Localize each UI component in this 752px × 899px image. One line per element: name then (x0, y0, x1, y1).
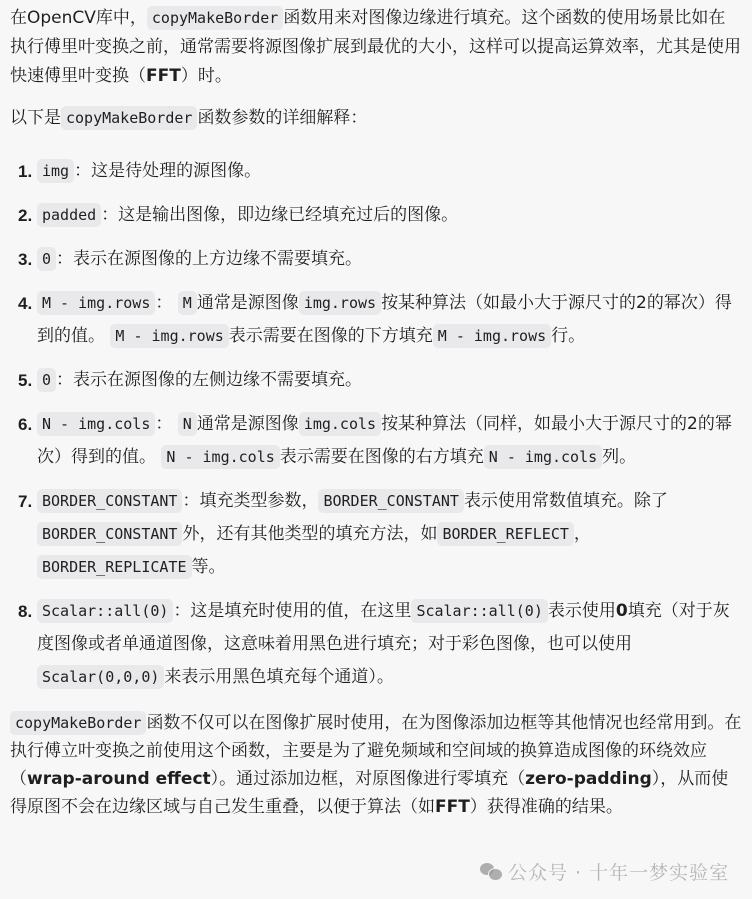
item-text: 表示需要在图像的下方填充 (228, 326, 433, 346)
list-item (10, 485, 742, 584)
list-item (10, 155, 742, 188)
list-item (10, 287, 742, 353)
lead-paragraph (10, 104, 742, 133)
inline-code: img (37, 159, 74, 183)
outro-text: ），从而使得原图不会在边缘区域与自己发生重叠，以便于算法（如 (10, 769, 729, 817)
item-text: 通常是源图像 (196, 414, 299, 434)
list-item (10, 364, 742, 397)
inline-code: copyMakeBorder (147, 6, 283, 30)
list-number: 8. (18, 602, 33, 621)
outro-term: wrap-around effect (27, 769, 211, 789)
inline-code: M (178, 291, 197, 315)
list-number: 5. (18, 371, 33, 390)
item-text: 按某种算法（如最小大于源尺寸的2的幂次）得到的值。 (37, 293, 732, 346)
inline-code: M - img.rows (433, 324, 551, 348)
list-number: 3. (18, 250, 33, 269)
item-text: 行。 (551, 326, 586, 346)
item-text: 外，还有其他类型的填充方法，如 (182, 524, 438, 544)
item-text: ：这是填充时使用的值，在这里 (173, 601, 412, 621)
list-number: 2. (18, 206, 33, 225)
inline-code: BORDER_CONSTANT (37, 489, 182, 513)
outro-text: 函数不仅可以在图像扩展时使用，在为图像添加边框等其他情况也经常用到。在执行傅立叶变换之前使用这个函数，主要是为了避免频域和空间域的换算造成图像的环绕效应（ (10, 713, 742, 789)
item-text: 通常是源图像 (196, 293, 299, 313)
item-text-bold: 0 (615, 601, 628, 621)
inline-code: N - img.cols (484, 445, 602, 469)
inline-code: Scalar::all(0) (37, 599, 173, 623)
item-text: 列。 (602, 447, 637, 467)
item-text: ， (573, 524, 591, 544)
inline-code: BORDER_REPLICATE (37, 555, 192, 579)
outro-text: ）获得准确的结果。 (469, 797, 623, 817)
watermark (480, 858, 729, 885)
inline-code: N - img.cols (37, 412, 155, 436)
list-item (10, 408, 742, 474)
intro-fft: FFT (146, 66, 181, 86)
list-number: 6. (18, 415, 33, 434)
list-item (10, 243, 742, 276)
item-text: 等。 (191, 557, 226, 577)
inline-code: M - img.rows (110, 324, 228, 348)
inline-code: Scalar(0,0,0) (37, 665, 164, 689)
item-text: ： (155, 293, 173, 313)
item-text: ：表示在源图像的上方边缘不需要填充。 (56, 249, 363, 269)
inline-code: Scalar::all(0) (411, 599, 547, 623)
inline-code: img.rows (299, 291, 381, 315)
item-text: 填充（对于灰度图像或者单通道图像，这意味着用黑色进行填充；对于彩色图像，也可以使用 (37, 601, 730, 654)
outro-term: zero-padding (525, 769, 652, 789)
intro-suffix: ）时。 (180, 66, 232, 86)
list-item (10, 199, 742, 232)
item-text: ：表示在源图像的左侧边缘不需要填充。 (56, 370, 363, 390)
inline-code: N - img.cols (161, 445, 279, 469)
inline-code: BORDER_CONSTANT (37, 522, 182, 546)
outro-text: ）。通过添加边框，对原图像进行零填充（ (210, 769, 526, 789)
watermark-text: 公众号 · 十年一梦实验室 (508, 862, 730, 884)
list-number: 7. (18, 492, 33, 511)
inline-code: 0 (37, 368, 56, 392)
inline-code: copyMakeBorder (61, 106, 197, 130)
lead-prefix: 以下是 (10, 108, 61, 128)
parameter-list (10, 155, 742, 694)
item-text: 来表示用黑色填充每个通道）。 (164, 667, 394, 687)
outro-fft: FFT (435, 797, 470, 817)
list-number: 1. (18, 162, 33, 181)
intro-paragraph (10, 4, 742, 91)
item-text: 表示使用常数值填充。除了 (463, 491, 668, 511)
outro-paragraph (10, 709, 742, 821)
item-text: 按某种算法（同样，如最小大于源尺寸的2的幂次）得到的值。 (37, 414, 732, 467)
list-item (10, 595, 742, 694)
item-text: ： (155, 414, 173, 434)
inline-code: 0 (37, 247, 56, 271)
item-text: ：这是待处理的源图像。 (74, 161, 262, 181)
inline-code: N (178, 412, 197, 436)
wechat-icon (480, 863, 502, 881)
inline-code: copyMakeBorder (10, 711, 146, 735)
lead-suffix: 函数参数的详细解释： (197, 108, 368, 128)
inline-code: M - img.rows (37, 291, 155, 315)
item-text: 表示需要在图像的右方填充 (279, 447, 484, 467)
intro-prefix: 在OpenCV库中， (10, 8, 147, 28)
list-number: 4. (18, 294, 33, 313)
item-text: 表示使用 (547, 601, 616, 621)
item-text: ：填充类型参数， (182, 491, 319, 511)
intro-text: 函数用来对图像边缘进行填充。这个函数的使用场景比如在执行傅里叶变换之前，通常需要将源图像扩展到最优的大小，这样可以提高运算效率，尤其是使用快速傅里叶变换（ (10, 8, 741, 86)
inline-code: padded (37, 203, 101, 227)
inline-code: BORDER_CONSTANT (318, 489, 463, 513)
inline-code: BORDER_REFLECT (437, 522, 573, 546)
item-text: ：这是输出图像，即边缘已经填充过后的图像。 (101, 205, 459, 225)
inline-code: img.cols (299, 412, 381, 436)
